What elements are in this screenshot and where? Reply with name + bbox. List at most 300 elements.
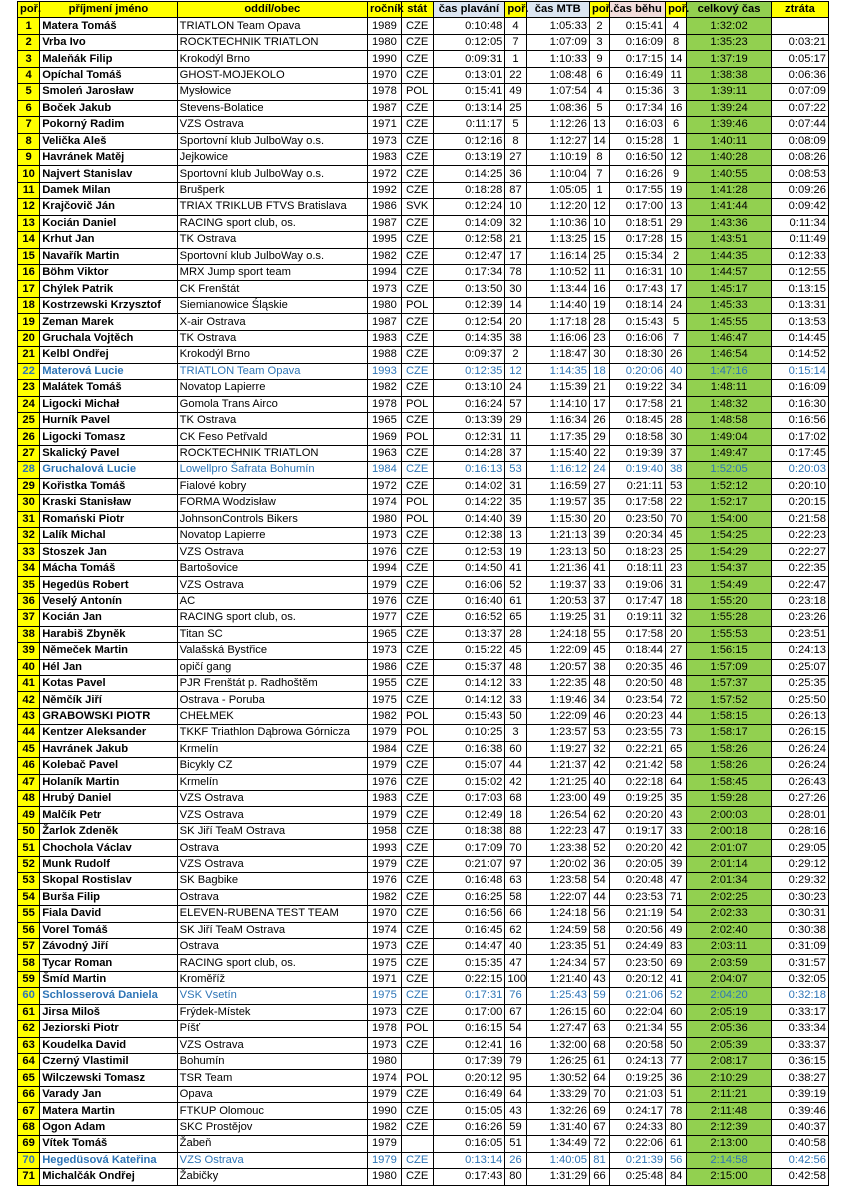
swim-time: 0:14:50 xyxy=(433,560,505,576)
total-time: 2:00:18 xyxy=(687,823,772,839)
mtb-time: 1:31:29 xyxy=(526,1169,589,1185)
run-time: 0:20:12 xyxy=(610,971,666,987)
run-pos: 49 xyxy=(666,922,687,938)
athlete-name: Boček Jakub xyxy=(40,100,177,116)
table-row xyxy=(18,1086,829,1102)
club-cell: TRIATLON Team Opava xyxy=(177,18,367,34)
rank-cell: 15 xyxy=(18,248,40,264)
mtb-pos: 43 xyxy=(589,971,609,987)
club-cell: Opava xyxy=(177,1086,367,1102)
state-cell: POL xyxy=(401,1070,433,1086)
state-cell: CZE xyxy=(401,478,433,494)
athlete-name: Havránek Jakub xyxy=(40,741,177,757)
loss-time: 0:32:18 xyxy=(771,988,828,1004)
rank-cell: 65 xyxy=(18,1070,40,1086)
state-cell: CZE xyxy=(401,215,433,231)
total-time: 1:46:54 xyxy=(687,347,772,363)
swim-pos: 87 xyxy=(505,182,526,198)
swim-time: 0:12:38 xyxy=(433,528,505,544)
loss-time: 0:26:15 xyxy=(771,725,828,741)
total-time: 1:44:35 xyxy=(687,248,772,264)
run-pos: 28 xyxy=(666,412,687,428)
run-time: 0:20:34 xyxy=(610,528,666,544)
loss-time: 0:24:13 xyxy=(771,643,828,659)
swim-pos: 36 xyxy=(505,166,526,182)
swim-time: 0:20:12 xyxy=(433,1070,505,1086)
athlete-name: Kolebač Pavel xyxy=(40,758,177,774)
table-row xyxy=(18,51,829,67)
birth-year: 1989 xyxy=(367,18,401,34)
swim-time: 0:12:05 xyxy=(433,34,505,50)
total-time: 2:08:17 xyxy=(687,1054,772,1070)
mtb-time: 1:16:06 xyxy=(526,330,589,346)
run-pos: 16 xyxy=(666,100,687,116)
loss-time: 0:16:09 xyxy=(771,380,828,396)
run-pos: 72 xyxy=(666,692,687,708)
swim-pos: 60 xyxy=(505,741,526,757)
swim-pos: 33 xyxy=(505,675,526,691)
run-pos: 24 xyxy=(666,297,687,313)
swim-time: 0:15:41 xyxy=(433,84,505,100)
state-cell: CZE xyxy=(401,462,433,478)
total-time: 1:55:28 xyxy=(687,610,772,626)
swim-pos: 22 xyxy=(505,67,526,83)
total-time: 2:04:07 xyxy=(687,971,772,987)
state-cell: CZE xyxy=(401,889,433,905)
run-time: 0:24:17 xyxy=(610,1103,666,1119)
state-cell: POL xyxy=(401,396,433,412)
mtb-time: 1:26:25 xyxy=(526,1054,589,1070)
run-time: 0:17:43 xyxy=(610,281,666,297)
total-time: 1:59:28 xyxy=(687,791,772,807)
run-pos: 64 xyxy=(666,774,687,790)
athlete-name: Hél Jan xyxy=(40,659,177,675)
state-cell: CZE xyxy=(401,347,433,363)
table-row xyxy=(18,1103,829,1119)
run-pos: 60 xyxy=(666,1004,687,1020)
run-time: 0:15:43 xyxy=(610,314,666,330)
birth-year: 1994 xyxy=(367,560,401,576)
table-row xyxy=(18,84,829,100)
rank-cell: 63 xyxy=(18,1037,40,1053)
athlete-name: Kraski Stanisław xyxy=(40,495,177,511)
run-pos: 27 xyxy=(666,643,687,659)
loss-time: 0:20:15 xyxy=(771,495,828,511)
table-row xyxy=(18,725,829,741)
total-time: 1:43:51 xyxy=(687,232,772,248)
swim-pos: 48 xyxy=(505,659,526,675)
state-cell: CZE xyxy=(401,1119,433,1135)
birth-year: 1970 xyxy=(367,67,401,83)
mtb-pos: 6 xyxy=(589,67,609,83)
run-pos: 33 xyxy=(666,823,687,839)
birth-year: 1984 xyxy=(367,462,401,478)
run-time: 0:17:28 xyxy=(610,232,666,248)
loss-time: 0:26:24 xyxy=(771,741,828,757)
athlete-name: Varady Jan xyxy=(40,1086,177,1102)
club-cell: RACING sport club, os. xyxy=(177,955,367,971)
club-cell: Ostrava xyxy=(177,889,367,905)
swim-time: 0:14:47 xyxy=(433,938,505,954)
swim-pos: 53 xyxy=(505,462,526,478)
mtb-time: 1:07:54 xyxy=(526,84,589,100)
table-row xyxy=(18,791,829,807)
swim-pos: 95 xyxy=(505,1070,526,1086)
table-row xyxy=(18,610,829,626)
table-row xyxy=(18,265,829,281)
run-pos: 69 xyxy=(666,955,687,971)
run-time: 0:21:03 xyxy=(610,1086,666,1102)
swim-pos: 63 xyxy=(505,873,526,889)
state-cell: CZE xyxy=(401,791,433,807)
birth-year: 1973 xyxy=(367,133,401,149)
rank-cell: 68 xyxy=(18,1119,40,1135)
birth-year: 1980 xyxy=(367,1054,401,1070)
club-cell: FTKUP Olomouc xyxy=(177,1103,367,1119)
table-row xyxy=(18,1037,829,1053)
table-row xyxy=(18,429,829,445)
run-time: 0:17:58 xyxy=(610,626,666,642)
birth-year: 1995 xyxy=(367,232,401,248)
table-row xyxy=(18,182,829,198)
mtb-time: 1:10:52 xyxy=(526,265,589,281)
run-pos: 11 xyxy=(666,67,687,83)
run-time: 0:20:23 xyxy=(610,708,666,724)
club-cell: VZS Ostrava xyxy=(177,1152,367,1168)
birth-year: 1958 xyxy=(367,823,401,839)
club-cell: VZS Ostrava xyxy=(177,1037,367,1053)
rank-cell: 66 xyxy=(18,1086,40,1102)
run-pos: 55 xyxy=(666,1021,687,1037)
loss-time: 0:13:15 xyxy=(771,281,828,297)
swim-time: 0:15:37 xyxy=(433,659,505,675)
state-cell: CZE xyxy=(401,873,433,889)
swim-pos: 62 xyxy=(505,922,526,938)
state-cell: CZE xyxy=(401,544,433,560)
run-time: 0:21:42 xyxy=(610,758,666,774)
athlete-name: Němčík Jiří xyxy=(40,692,177,708)
rank-cell: 19 xyxy=(18,314,40,330)
swim-pos: 26 xyxy=(505,1152,526,1168)
loss-time: 0:29:12 xyxy=(771,856,828,872)
run-time: 0:23:50 xyxy=(610,511,666,527)
rank-cell: 31 xyxy=(18,511,40,527)
mtb-time: 1:22:09 xyxy=(526,643,589,659)
birth-year: 1986 xyxy=(367,659,401,675)
mtb-pos: 67 xyxy=(589,1119,609,1135)
rank-cell: 44 xyxy=(18,725,40,741)
mtb-time: 1:21:36 xyxy=(526,560,589,576)
table-row xyxy=(18,1136,829,1152)
run-time: 0:17:58 xyxy=(610,495,666,511)
mtb-pos: 47 xyxy=(589,823,609,839)
birth-year: 1982 xyxy=(367,889,401,905)
mtb-pos: 3 xyxy=(589,34,609,50)
loss-time: 0:20:10 xyxy=(771,478,828,494)
state-cell: CZE xyxy=(401,774,433,790)
header-year: ročník xyxy=(367,2,401,18)
mtb-time: 1:33:29 xyxy=(526,1086,589,1102)
club-cell: TK Ostrava xyxy=(177,232,367,248)
loss-time: 0:33:34 xyxy=(771,1021,828,1037)
rank-cell: 16 xyxy=(18,265,40,281)
swim-pos: 21 xyxy=(505,232,526,248)
loss-time: 0:39:19 xyxy=(771,1086,828,1102)
birth-year: 1980 xyxy=(367,1169,401,1185)
mtb-pos: 24 xyxy=(589,462,609,478)
run-time: 0:22:06 xyxy=(610,1136,666,1152)
athlete-name: Hurník Pavel xyxy=(40,412,177,428)
swim-time: 0:18:28 xyxy=(433,182,505,198)
loss-time: 0:07:44 xyxy=(771,117,828,133)
birth-year: 1971 xyxy=(367,971,401,987)
rank-cell: 32 xyxy=(18,528,40,544)
total-time: 1:45:33 xyxy=(687,297,772,313)
state-cell: CZE xyxy=(401,363,433,379)
swim-time: 0:17:00 xyxy=(433,1004,505,1020)
run-time: 0:25:48 xyxy=(610,1169,666,1185)
birth-year: 1973 xyxy=(367,528,401,544)
swim-time: 0:15:02 xyxy=(433,774,505,790)
mtb-pos: 22 xyxy=(589,445,609,461)
swim-time: 0:21:07 xyxy=(433,856,505,872)
total-time: 2:00:03 xyxy=(687,807,772,823)
loss-time: 0:36:15 xyxy=(771,1054,828,1070)
loss-time: 0:42:56 xyxy=(771,1152,828,1168)
mtb-pos: 13 xyxy=(589,117,609,133)
total-time: 1:45:17 xyxy=(687,281,772,297)
swim-pos: 43 xyxy=(505,1103,526,1119)
mtb-pos: 46 xyxy=(589,708,609,724)
club-cell: CK Feso Petřvald xyxy=(177,429,367,445)
mtb-pos: 54 xyxy=(589,873,609,889)
athlete-name: Koudelka David xyxy=(40,1037,177,1053)
swim-time: 0:16:52 xyxy=(433,610,505,626)
birth-year: 1978 xyxy=(367,396,401,412)
birth-year: 1978 xyxy=(367,84,401,100)
total-time: 1:58:26 xyxy=(687,758,772,774)
total-time: 2:13:00 xyxy=(687,1136,772,1152)
mtb-pos: 61 xyxy=(589,1054,609,1070)
athlete-name: Krajčovič Ján xyxy=(40,199,177,215)
mtb-time: 1:19:37 xyxy=(526,577,589,593)
state-cell: CZE xyxy=(401,955,433,971)
mtb-time: 1:05:33 xyxy=(526,18,589,34)
mtb-time: 1:24:34 xyxy=(526,955,589,971)
athlete-name: Hrubý Daniel xyxy=(40,791,177,807)
total-time: 1:32:02 xyxy=(687,18,772,34)
mtb-pos: 70 xyxy=(589,1086,609,1102)
mtb-pos: 15 xyxy=(589,232,609,248)
swim-time: 0:12:47 xyxy=(433,248,505,264)
swim-time: 0:16:40 xyxy=(433,593,505,609)
athlete-name: Kentzer Aleksander xyxy=(40,725,177,741)
swim-time: 0:17:31 xyxy=(433,988,505,1004)
loss-time: 0:28:01 xyxy=(771,807,828,823)
rank-cell: 8 xyxy=(18,133,40,149)
rank-cell: 33 xyxy=(18,544,40,560)
total-time: 2:01:07 xyxy=(687,840,772,856)
state-cell: CZE xyxy=(401,1169,433,1185)
rank-cell: 53 xyxy=(18,873,40,889)
total-time: 1:44:57 xyxy=(687,265,772,281)
athlete-name: Najvert Stanislav xyxy=(40,166,177,182)
club-cell: X-air Ostrava xyxy=(177,314,367,330)
mtb-pos: 57 xyxy=(589,955,609,971)
table-row xyxy=(18,445,829,461)
run-time: 0:16:09 xyxy=(610,34,666,50)
run-pos: 53 xyxy=(666,478,687,494)
mtb-time: 1:21:25 xyxy=(526,774,589,790)
run-pos: 9 xyxy=(666,166,687,182)
rank-cell: 39 xyxy=(18,643,40,659)
club-cell: AC xyxy=(177,593,367,609)
loss-time: 0:32:05 xyxy=(771,971,828,987)
mtb-pos: 53 xyxy=(589,725,609,741)
table-row xyxy=(18,823,829,839)
total-time: 2:02:40 xyxy=(687,922,772,938)
run-time: 0:16:26 xyxy=(610,166,666,182)
loss-time: 0:08:09 xyxy=(771,133,828,149)
swim-time: 0:13:14 xyxy=(433,1152,505,1168)
athlete-name: Vítek Tomáš xyxy=(40,1136,177,1152)
swim-time: 0:16:13 xyxy=(433,462,505,478)
mtb-pos: 50 xyxy=(589,544,609,560)
table-row xyxy=(18,1021,829,1037)
athlete-name: Ogon Adam xyxy=(40,1119,177,1135)
swim-pos: 17 xyxy=(505,248,526,264)
swim-time: 0:14:12 xyxy=(433,675,505,691)
loss-time: 0:07:09 xyxy=(771,84,828,100)
club-cell: MRX Jump sport team xyxy=(177,265,367,281)
total-time: 1:45:55 xyxy=(687,314,772,330)
run-time: 0:20:05 xyxy=(610,856,666,872)
total-time: 1:58:45 xyxy=(687,774,772,790)
mtb-pos: 12 xyxy=(589,199,609,215)
athlete-name: Böhm Viktor xyxy=(40,265,177,281)
total-time: 2:04:20 xyxy=(687,988,772,1004)
state-cell: CZE xyxy=(401,117,433,133)
run-pos: 30 xyxy=(666,429,687,445)
loss-time: 0:22:27 xyxy=(771,544,828,560)
state-cell: CZE xyxy=(401,626,433,642)
table-row xyxy=(18,149,829,165)
mtb-time: 1:07:09 xyxy=(526,34,589,50)
loss-time: 0:28:16 xyxy=(771,823,828,839)
athlete-name: Malčík Petr xyxy=(40,807,177,823)
run-time: 0:19:40 xyxy=(610,462,666,478)
club-cell: JohnsonControls Bikers xyxy=(177,511,367,527)
athlete-name: Vorel Tomáš xyxy=(40,922,177,938)
birth-year: 1965 xyxy=(367,412,401,428)
birth-year: 1972 xyxy=(367,166,401,182)
athlete-name: Maleňák Filip xyxy=(40,51,177,67)
mtb-time: 1:14:35 xyxy=(526,363,589,379)
table-row xyxy=(18,840,829,856)
club-cell: Krokodýl Brno xyxy=(177,51,367,67)
mtb-time: 1:30:52 xyxy=(526,1070,589,1086)
rank-cell: 34 xyxy=(18,560,40,576)
total-time: 1:55:53 xyxy=(687,626,772,642)
state-cell: CZE xyxy=(401,922,433,938)
run-time: 0:18:51 xyxy=(610,215,666,231)
birth-year: 1980 xyxy=(367,511,401,527)
mtb-pos: 25 xyxy=(589,248,609,264)
loss-time: 0:38:27 xyxy=(771,1070,828,1086)
rank-cell: 11 xyxy=(18,182,40,198)
swim-pos: 24 xyxy=(505,380,526,396)
total-time: 1:52:17 xyxy=(687,495,772,511)
header-loss: ztráta xyxy=(771,2,828,18)
header-run-time: čas běhu xyxy=(610,2,666,18)
mtb-pos: 42 xyxy=(589,758,609,774)
swim-pos: 64 xyxy=(505,1086,526,1102)
run-time: 0:20:48 xyxy=(610,873,666,889)
table-row xyxy=(18,938,829,954)
swim-time: 0:15:43 xyxy=(433,708,505,724)
run-pos: 52 xyxy=(666,988,687,1004)
state-cell: CZE xyxy=(401,18,433,34)
mtb-pos: 63 xyxy=(589,1021,609,1037)
rank-cell: 4 xyxy=(18,67,40,83)
run-time: 0:17:58 xyxy=(610,396,666,412)
mtb-time: 1:10:19 xyxy=(526,149,589,165)
swim-pos: 47 xyxy=(505,955,526,971)
run-pos: 2 xyxy=(666,248,687,264)
mtb-time: 1:17:35 xyxy=(526,429,589,445)
club-cell: Novatop Lapierre xyxy=(177,528,367,544)
birth-year: 1973 xyxy=(367,1037,401,1053)
birth-year: 1979 xyxy=(367,577,401,593)
rank-cell: 42 xyxy=(18,692,40,708)
run-time: 0:19:39 xyxy=(610,445,666,461)
swim-pos: 11 xyxy=(505,429,526,445)
run-time: 0:18:58 xyxy=(610,429,666,445)
swim-time: 0:13:19 xyxy=(433,149,505,165)
club-cell: Krmelín xyxy=(177,741,367,757)
swim-time: 0:16:25 xyxy=(433,889,505,905)
total-time: 1:57:52 xyxy=(687,692,772,708)
total-time: 1:58:15 xyxy=(687,708,772,724)
total-time: 2:05:36 xyxy=(687,1021,772,1037)
loss-time: 0:20:03 xyxy=(771,462,828,478)
rank-cell: 5 xyxy=(18,84,40,100)
state-cell: POL xyxy=(401,511,433,527)
birth-year: 1987 xyxy=(367,215,401,231)
table-row xyxy=(18,199,829,215)
athlete-name: Wilczewski Tomasz xyxy=(40,1070,177,1086)
swim-time: 0:12:49 xyxy=(433,807,505,823)
mtb-time: 1:13:44 xyxy=(526,281,589,297)
mtb-time: 1:20:53 xyxy=(526,593,589,609)
run-pos: 1 xyxy=(666,133,687,149)
loss-time: 0:12:55 xyxy=(771,265,828,281)
mtb-pos: 18 xyxy=(589,363,609,379)
loss-time: 0:30:23 xyxy=(771,889,828,905)
mtb-time: 1:15:30 xyxy=(526,511,589,527)
athlete-name: Zeman Marek xyxy=(40,314,177,330)
club-cell: Titan SC xyxy=(177,626,367,642)
athlete-name: Stoszek Jan xyxy=(40,544,177,560)
total-time: 1:54:49 xyxy=(687,577,772,593)
club-cell: Sportovní klub JulboWay o.s. xyxy=(177,166,367,182)
club-cell: Bicykly CZ xyxy=(177,758,367,774)
club-cell: Stevens-Bolatice xyxy=(177,100,367,116)
run-pos: 12 xyxy=(666,149,687,165)
state-cell: POL xyxy=(401,1021,433,1037)
state-cell: CZE xyxy=(401,330,433,346)
mtb-time: 1:12:20 xyxy=(526,199,589,215)
